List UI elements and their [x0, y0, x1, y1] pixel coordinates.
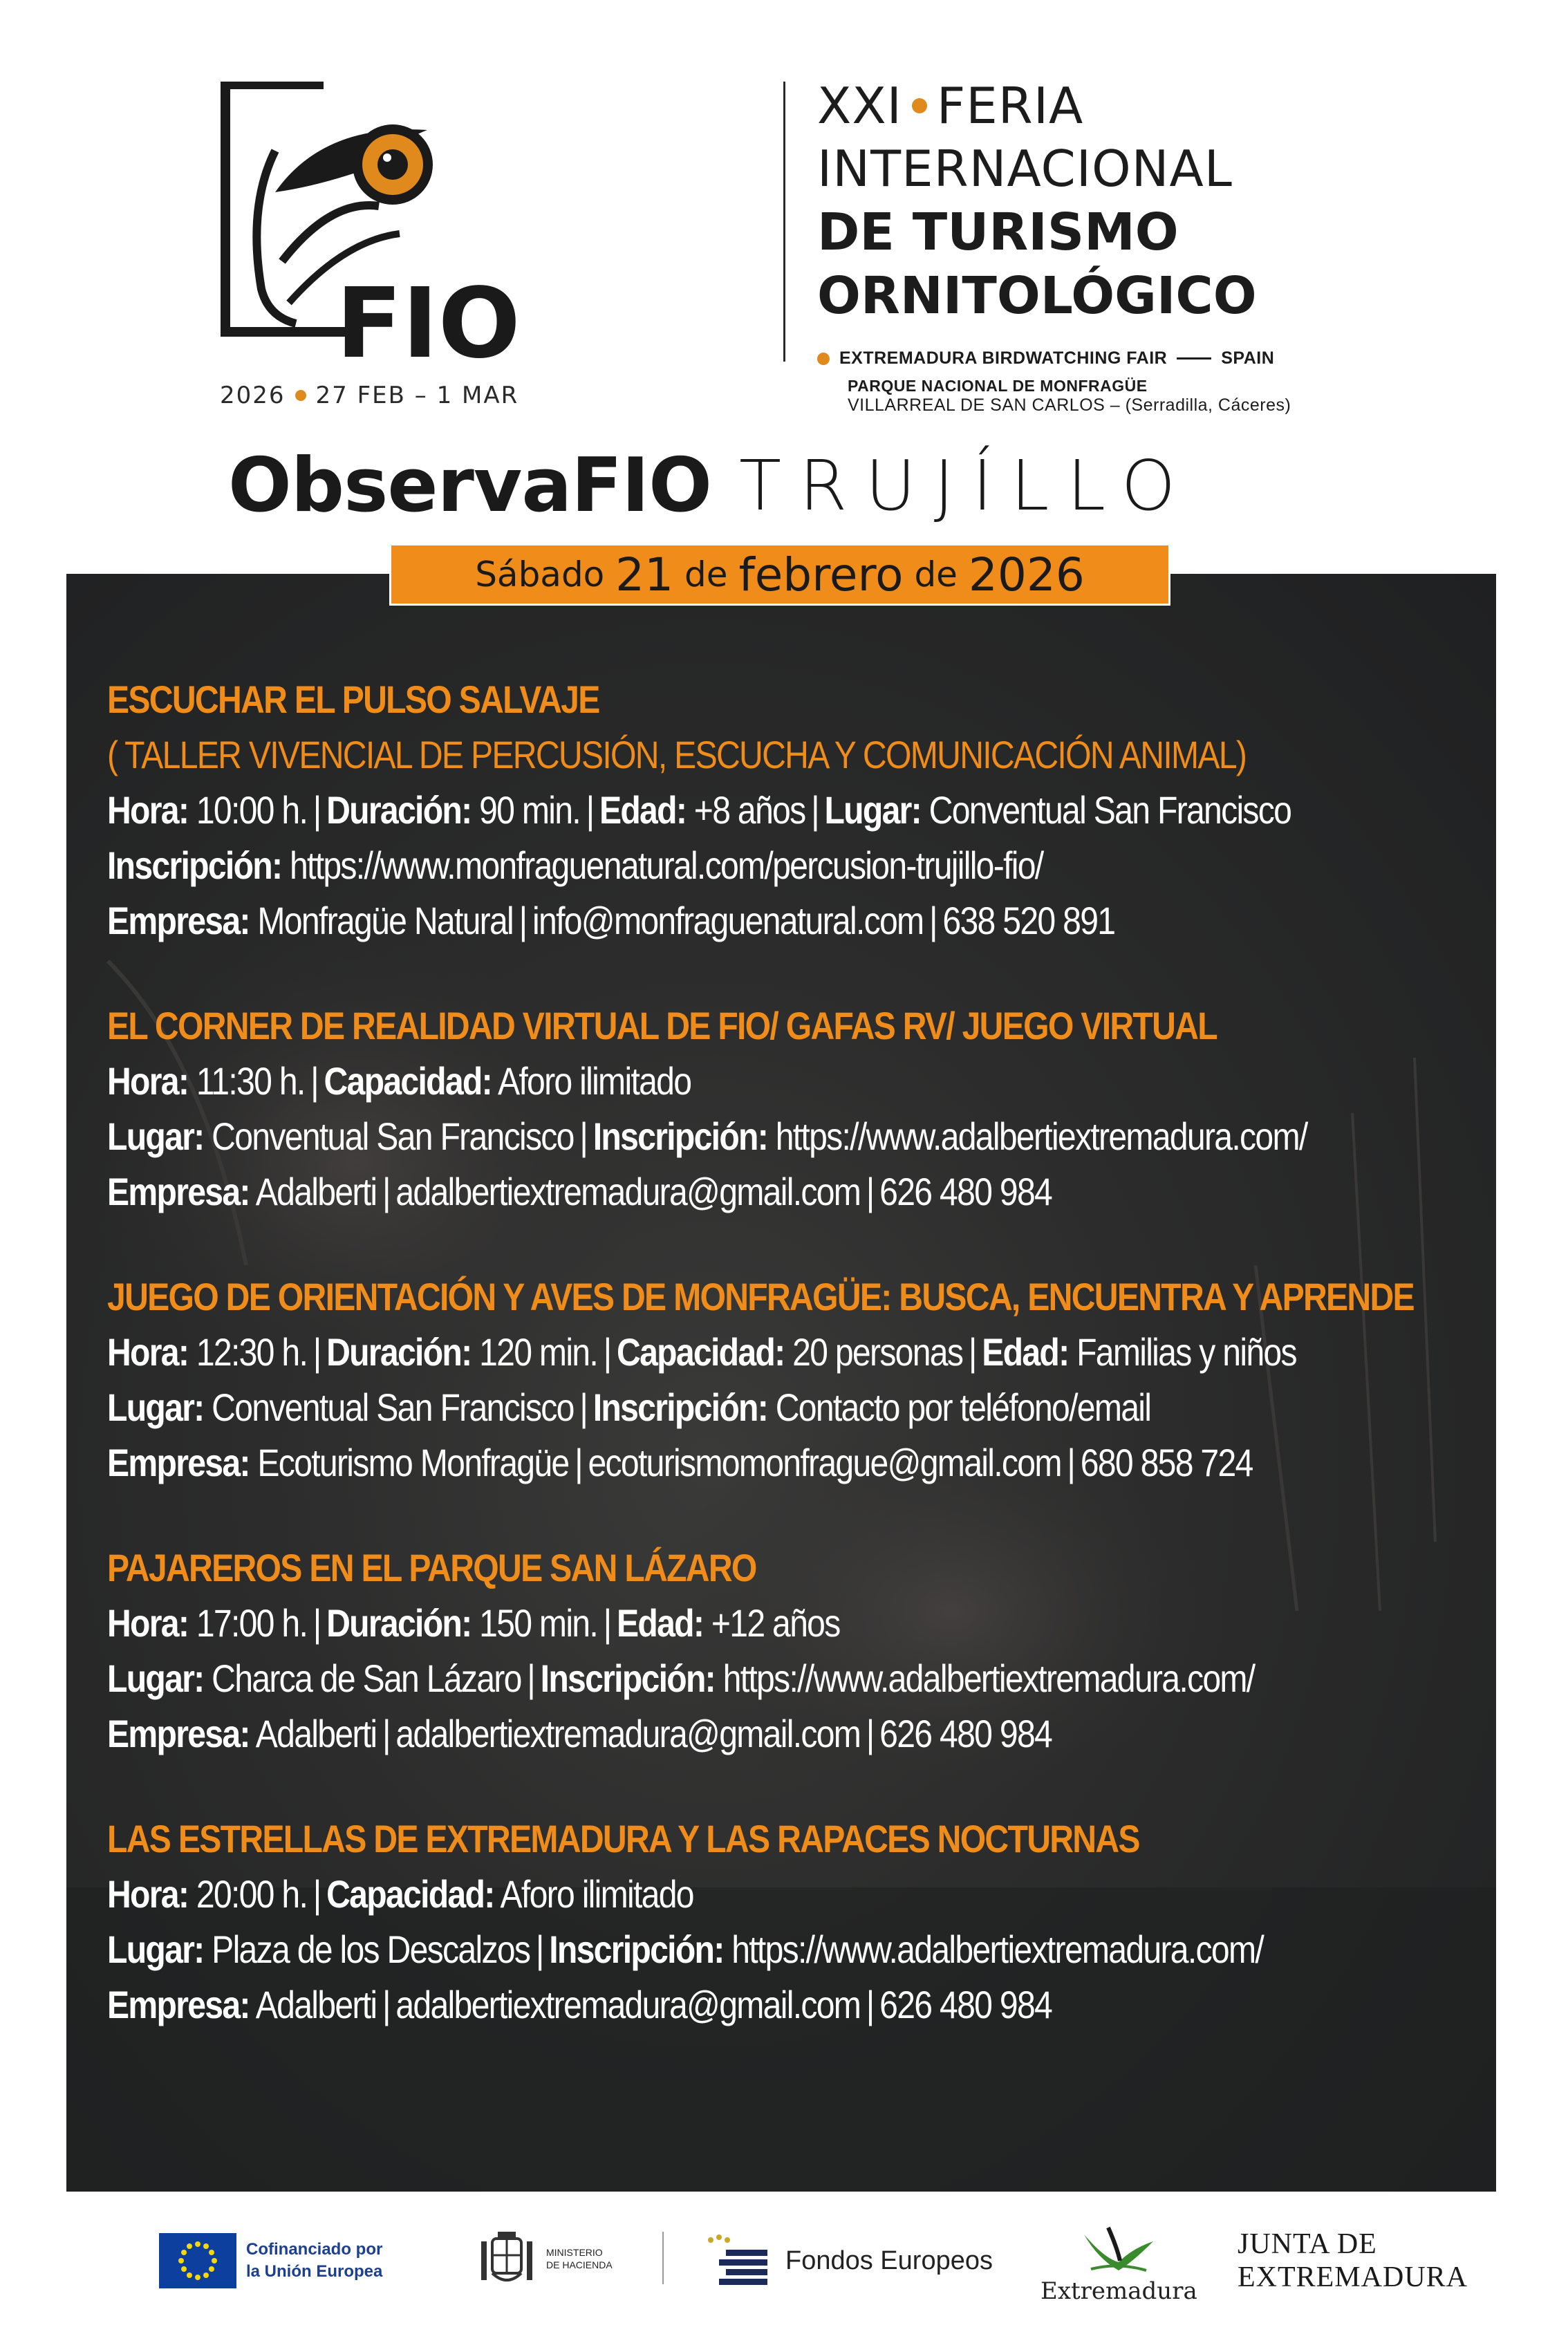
event-block: [107, 1269, 1490, 1491]
eu-logo: [159, 2233, 382, 2288]
field-label: Hora:: [107, 1059, 189, 1103]
eu-line-1: Cofinanciado por: [246, 2240, 383, 2259]
separator: |: [866, 1170, 874, 1213]
eu-line-2: la Unión Europea: [246, 2262, 383, 2281]
field-value: 12:30 h.: [188, 1330, 308, 1374]
field-value: Conventual San Francisco: [203, 1114, 574, 1158]
separator: |: [603, 1601, 611, 1645]
field-label: Empresa:: [107, 899, 250, 942]
event-detail-line: [107, 1380, 1296, 1435]
field-value: 11:30 h.: [188, 1059, 305, 1103]
field-value: Adalberti: [249, 1170, 377, 1213]
field-value: 626 480 984: [879, 1170, 1052, 1213]
fair-line-3: DE TURISMO: [817, 203, 1179, 262]
field-value: Conventual San Francisco: [203, 1385, 574, 1429]
field-label: Edad:: [617, 1601, 704, 1645]
sponsor-footer: [0, 2205, 1568, 2352]
logo-text: FIO: [336, 268, 521, 372]
field-value: info@monfraguenatural.com: [532, 899, 924, 942]
field-label: Capacidad:: [326, 1872, 494, 1916]
event-block: [107, 1540, 1490, 1762]
field-value: 20 personas: [784, 1330, 963, 1374]
field-value: 120 min.: [471, 1330, 598, 1374]
field-label: Inscripción:: [592, 1385, 768, 1429]
field-value: https://www.adalbertiextremadura.com/: [714, 1656, 1255, 1700]
field-value: adalbertiextremadura@gmail.com: [395, 1170, 861, 1213]
separator: |: [586, 788, 594, 832]
separator: |: [382, 1983, 390, 2026]
event-detail-line: [107, 1596, 1296, 1651]
separator: |: [312, 1330, 321, 1374]
title-observafio: ObservaFIO: [228, 442, 711, 529]
fair-edition: XXI: [817, 77, 902, 135]
field-value: ecoturismomonfrague@gmail.com: [588, 1441, 1061, 1484]
field-label: Duración:: [326, 1601, 472, 1645]
event-detail-line: [107, 1867, 1296, 1922]
event-detail-line: [107, 1109, 1307, 1164]
separator: |: [579, 1114, 588, 1158]
fair-english-name: EXTREMADURA BIRDWATCHING FAIR: [839, 348, 1168, 368]
extremadura-text: Extremadura: [1040, 2277, 1197, 2305]
fair-word: FERIA: [936, 77, 1084, 135]
field-label: Empresa:: [107, 1441, 250, 1484]
footer-divider: [662, 2232, 664, 2284]
event-title: EL CORNER DE REALIDAD VIRTUAL DE FIO/ GAFAS RV/ JUEGO VIRTUAL: [107, 1004, 1217, 1047]
hacienda-line-2: DE HACIENDA: [546, 2259, 613, 2270]
separator: |: [312, 788, 321, 832]
fair-line-4: ORNITOLÓGICO: [817, 266, 1257, 326]
field-value: 680 858 724: [1080, 1441, 1253, 1484]
field-label: Hora:: [107, 1872, 189, 1916]
field-value: 17:00 h.: [188, 1601, 308, 1645]
separator: |: [519, 899, 527, 942]
date-day: 21: [615, 548, 674, 601]
date-year: 2026: [968, 548, 1085, 601]
field-label: Inscripción:: [592, 1114, 768, 1158]
event-block: [107, 1811, 1490, 2033]
separator: |: [929, 899, 937, 942]
field-value: Adalberti: [249, 1983, 377, 2026]
orange-dot-icon: [295, 390, 306, 401]
hacienda-logo: [477, 2229, 613, 2288]
event-detail-line: [107, 838, 1296, 893]
extremadura-bird-icon: [1077, 2221, 1160, 2276]
field-label: Empresa:: [107, 1983, 250, 2026]
field-value: Contacto por teléfono/email: [767, 1385, 1151, 1429]
event-detail-line: [107, 783, 1296, 838]
page-title: [228, 437, 1193, 534]
event-detail-line: [107, 1054, 1296, 1109]
field-value: 10:00 h.: [188, 788, 308, 832]
fair-year: 2026: [220, 382, 286, 409]
separator: |: [579, 1385, 588, 1429]
field-value: 150 min.: [471, 1601, 598, 1645]
event-detail-line: [107, 1706, 1296, 1762]
date-of-1: de: [673, 554, 739, 595]
separator: |: [866, 1712, 874, 1755]
event-detail-line: [107, 893, 1296, 949]
field-label: Empresa:: [107, 1712, 250, 1755]
separator: |: [811, 788, 819, 832]
fair-line-2: INTERNACIONAL: [817, 140, 1233, 198]
orange-dot-icon: [912, 98, 927, 113]
fair-country: SPAIN: [1221, 348, 1275, 368]
field-value: Monfragüe Natural: [249, 899, 514, 942]
separator: |: [527, 1656, 535, 1700]
event-detail-line: [107, 1325, 1296, 1380]
fondos-europeos-logo: [705, 2233, 993, 2288]
dash-divider: [1177, 357, 1211, 360]
event-detail-line: [107, 1977, 1296, 2033]
date-month: febrero: [738, 548, 904, 601]
fondos-europeos-icon: [705, 2233, 774, 2288]
field-value: 626 480 984: [879, 1983, 1052, 2026]
title-city: TRUJÍLLO: [738, 445, 1194, 526]
event-title: LAS ESTRELLAS DE EXTREMADURA Y LAS RAPACES NOCTURNAS: [107, 1817, 1139, 1860]
fair-dates: [220, 382, 519, 409]
field-value: +12 años: [703, 1601, 840, 1645]
field-label: Duración:: [326, 1330, 472, 1374]
fair-place: VILLARREAL DE SAN CARLOS – (Serradilla, Cáceres): [848, 395, 1291, 415]
event-block: [107, 672, 1490, 949]
event-detail-line: [107, 1164, 1296, 1220]
event-subtitle: ( TALLER VIVENCIAL DE PERCUSIÓN, ESCUCHA Y COMUNICACIÓN ANIMAL): [107, 733, 1247, 776]
field-value: +8 años: [686, 788, 805, 832]
field-label: Inscripción:: [540, 1656, 715, 1700]
eu-flag-icon: [159, 2233, 236, 2288]
field-value: 20:00 h.: [188, 1872, 308, 1916]
event-date-banner: [389, 543, 1170, 606]
field-value: Familias y niños: [1068, 1330, 1296, 1374]
field-label: Hora:: [107, 788, 189, 832]
field-value: https://www.adalbertiextremadura.com/: [767, 1114, 1307, 1158]
field-label: Lugar:: [824, 788, 921, 832]
separator: |: [312, 1601, 321, 1645]
fio-logo: [220, 82, 530, 372]
field-label: Inscripción:: [549, 1928, 724, 1971]
separator: |: [312, 1872, 321, 1916]
field-label: Inscripción:: [107, 843, 282, 887]
field-value: 638 520 891: [942, 899, 1115, 942]
event-title: ESCUCHAR EL PULSO SALVAJE: [107, 678, 599, 721]
field-label: Lugar:: [107, 1928, 204, 1971]
field-label: Lugar:: [107, 1656, 204, 1700]
field-value: Aforo ilimitado: [494, 1872, 693, 1916]
event-title: PAJAREROS EN EL PARQUE SAN LÁZARO: [107, 1546, 756, 1589]
event-detail-line: [107, 1922, 1296, 1977]
field-label: Edad:: [982, 1330, 1069, 1374]
date-weekday: Sábado: [475, 554, 616, 595]
field-value: Ecoturismo Monfragüe: [249, 1441, 569, 1484]
eagle-eye-logo-icon: [220, 82, 530, 372]
event-detail-line: [107, 1435, 1296, 1491]
events-list: [107, 672, 1490, 2082]
junta-line-1: JUNTA DE: [1238, 2228, 1377, 2260]
fair-date-range: 27 FEB – 1 MAR: [315, 382, 519, 409]
separator: |: [866, 1983, 874, 2026]
spain-coat-of-arms-icon: [477, 2229, 536, 2288]
field-label: Capacidad:: [617, 1330, 785, 1374]
fondos-europeos-text: Fondos Europeos: [785, 2246, 993, 2275]
field-label: Capacidad:: [324, 1059, 492, 1103]
fair-park: PARQUE NACIONAL DE MONFRAGÜE: [848, 377, 1148, 395]
separator: |: [535, 1928, 543, 1971]
field-label: Lugar:: [107, 1385, 204, 1429]
field-label: Edad:: [599, 788, 687, 832]
junta-line-2: EXTREMADURA: [1238, 2261, 1468, 2293]
separator: |: [603, 1330, 611, 1374]
field-value: adalbertiextremadura@gmail.com: [395, 1983, 861, 2026]
field-value: Adalberti: [249, 1712, 377, 1755]
separator: |: [1067, 1441, 1075, 1484]
separator: |: [310, 1059, 318, 1103]
header-divider: [783, 82, 785, 362]
field-label: Hora:: [107, 1330, 189, 1374]
date-of-2: de: [903, 554, 969, 595]
event-block: [107, 998, 1490, 1220]
separator: |: [968, 1330, 976, 1374]
field-label: Lugar:: [107, 1114, 204, 1158]
orange-dot-icon: [817, 353, 830, 365]
field-value: 626 480 984: [879, 1712, 1052, 1755]
field-value: Conventual San Francisco: [920, 788, 1291, 832]
junta-logo: [1238, 2228, 1468, 2294]
field-label: Duración:: [326, 788, 472, 832]
fair-title-block: [817, 75, 1291, 416]
field-value: Aforo ilimitado: [491, 1059, 691, 1103]
field-value: https://www.monfraguenatural.com/percusion-trujillo-fio/: [281, 843, 1043, 887]
hacienda-line-1: MINISTERIO: [546, 2247, 603, 2258]
separator: |: [382, 1170, 390, 1213]
field-value: 90 min.: [471, 788, 580, 832]
field-value: Charca de San Lázaro: [203, 1656, 521, 1700]
separator: |: [382, 1712, 390, 1755]
separator: |: [575, 1441, 582, 1484]
field-value: Plaza de los Descalzos: [203, 1928, 530, 1971]
event-title: JUEGO DE ORIENTACIÓN Y AVES DE MONFRAGÜE: BUSCA, ENCUENTRA Y APRENDE: [107, 1275, 1414, 1318]
field-label: Empresa:: [107, 1170, 250, 1213]
extremadura-logo: [1040, 2221, 1197, 2305]
field-label: Hora:: [107, 1601, 189, 1645]
event-detail-line: [107, 1651, 1296, 1706]
field-value: https://www.adalbertiextremadura.com/: [723, 1928, 1264, 1971]
field-value: adalbertiextremadura@gmail.com: [395, 1712, 861, 1755]
